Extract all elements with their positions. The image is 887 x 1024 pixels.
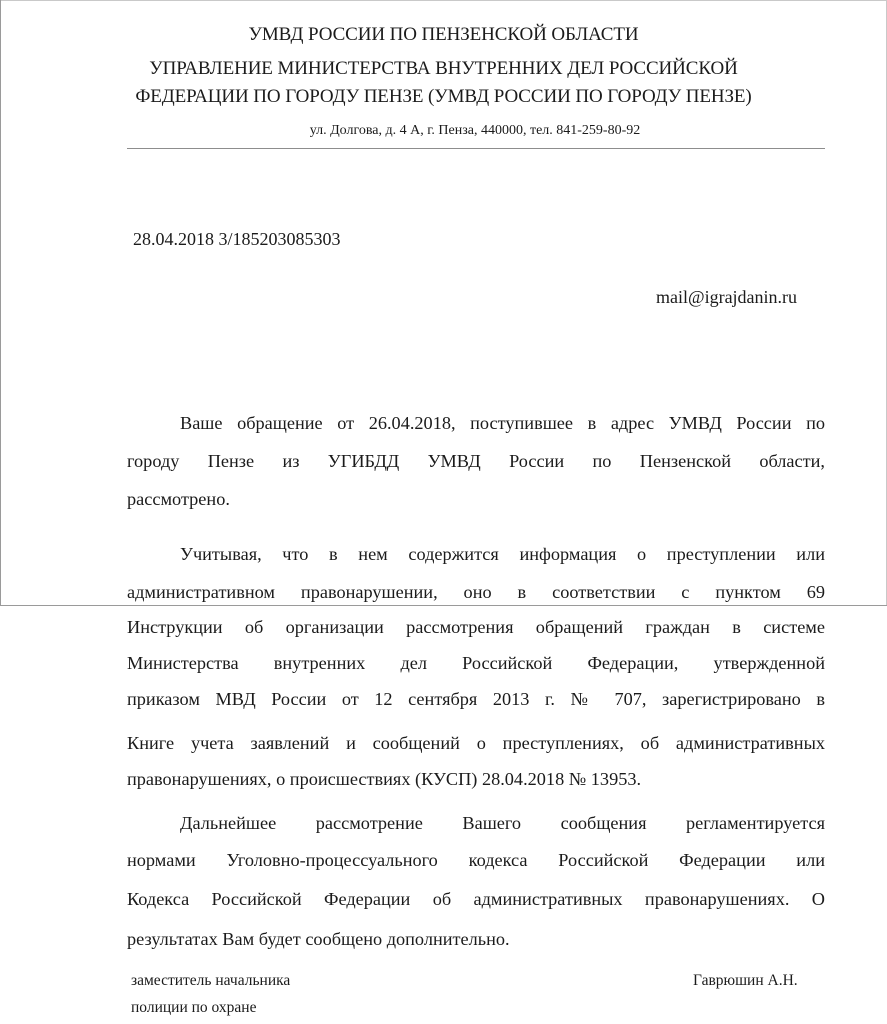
paragraph-2-line-2: административном правонарушении, оно в соответствии с пунктом 69 bbox=[127, 582, 825, 602]
paragraph-2-line-5: приказом МВД России от 12 сентября 2013 г. № 707, зарегистрировано в bbox=[127, 689, 825, 709]
paragraph-2-line-4: Министерства внутренних дел Российской Федерации, утвержденной bbox=[127, 653, 825, 673]
signatory-position-line-1: заместитель начальника bbox=[131, 972, 291, 989]
paragraph-1-line-3: рассмотрено. bbox=[127, 489, 230, 509]
recipient-email: mail@igrajdanin.ru bbox=[656, 287, 798, 307]
letterhead-divider bbox=[127, 148, 825, 149]
date-reference: 28.04.2018 3/185203085303 bbox=[133, 229, 341, 249]
signatory-name: Гаврюшин А.Н. bbox=[693, 972, 798, 989]
signatory-position-line-2: полиции по охране bbox=[131, 999, 257, 1016]
paragraph-3-line-3: Кодекса Российской Федерации об административных правонарушениях. О bbox=[127, 889, 825, 909]
paragraph-3-line-4: результатах Вам будет сообщено дополнительно. bbox=[127, 929, 510, 949]
letterhead-line-2: УПРАВЛЕНИЕ МИНИСТЕРСТВА ВНУТРЕННИХ ДЕЛ РОССИЙСКОЙ bbox=[149, 58, 738, 79]
scan-frame-bottom bbox=[0, 605, 887, 606]
paragraph-2-line-7: правонарушениях, о происшествиях (КУСП) 28.04.2018 № 13953. bbox=[127, 769, 642, 789]
letterhead-line-3: ФЕДЕРАЦИИ ПО ГОРОДУ ПЕНЗЕ (УМВД РОССИИ ПО ГОРОДУ ПЕНЗЕ) bbox=[135, 86, 752, 107]
paragraph-2-line-1: Учитывая, что в нем содержится информация о преступлении или bbox=[180, 544, 825, 564]
paragraph-2-line-6: Книге учета заявлений и сообщений о преступлениях, об административных bbox=[127, 733, 825, 753]
paragraph-1-line-1: Ваше обращение от 26.04.2018, поступившее в адрес УМВД России по bbox=[180, 413, 825, 433]
letterhead-address: ул. Долгова, д. 4 А, г. Пенза, 440000, тел. 841-259-80-92 bbox=[309, 123, 641, 138]
paragraph-1-line-2: городу Пензе из УГИБДД УМВД России по Пензенской области, bbox=[127, 451, 825, 471]
paragraph-3-line-1: Дальнейшее рассмотрение Вашего сообщения регламентируется bbox=[180, 813, 825, 833]
scan-frame-top bbox=[0, 0, 887, 1]
paragraph-2-line-3: Инструкции об организации рассмотрения обращений граждан в системе bbox=[127, 617, 825, 637]
paragraph-3-line-2: нормами Уголовно-процессуального кодекса Российской Федерации или bbox=[127, 850, 825, 870]
letterhead-line-1: УМВД РОССИИ ПО ПЕНЗЕНСКОЙ ОБЛАСТИ bbox=[248, 24, 639, 45]
